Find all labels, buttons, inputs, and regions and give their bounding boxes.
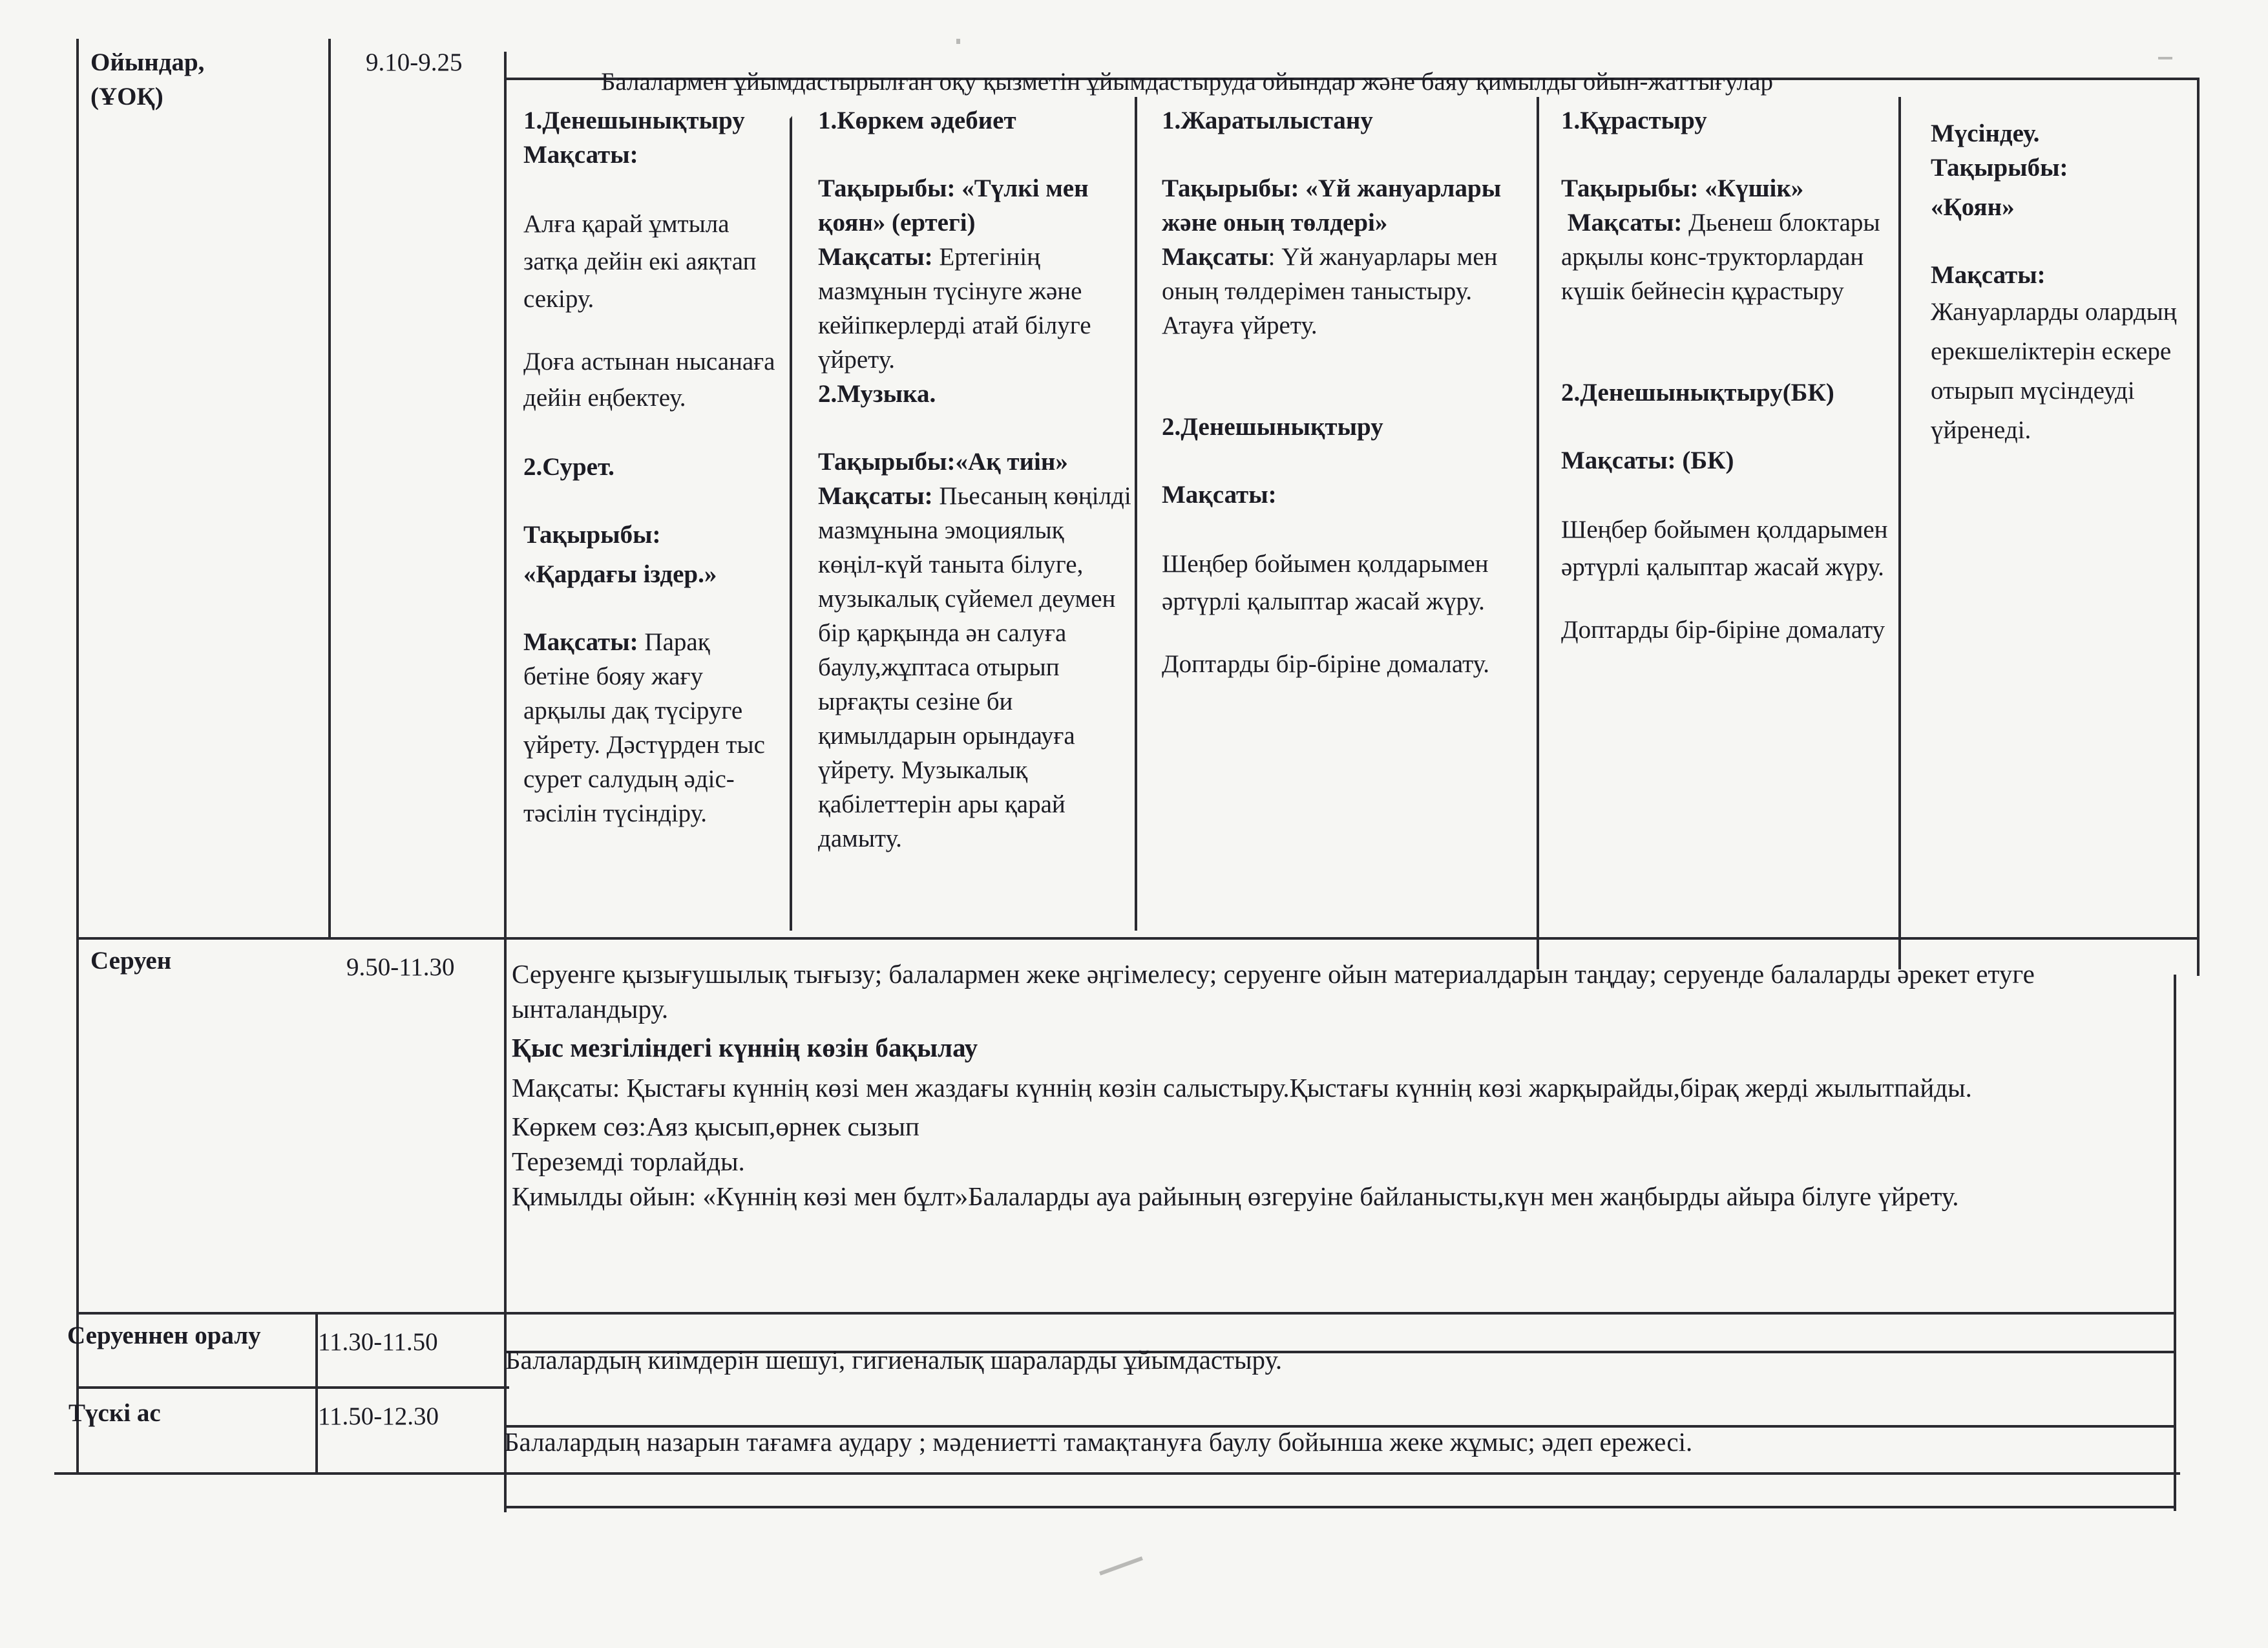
- scan-mark: [2158, 57, 2172, 59]
- topic-label: Тақырыбы:: [818, 448, 956, 476]
- topic-text: «Түлкі мен қоян» (ертегі): [818, 174, 1089, 237]
- row-time-walk: 9.50-11.30: [346, 953, 455, 981]
- goal-label: Мақсаты:: [523, 628, 638, 656]
- column-topic: [818, 445, 1135, 479]
- games-column-modeling: [1931, 116, 2189, 450]
- column-title: 1.Денешынықтыру: [523, 107, 745, 134]
- column-goal-label: Мақсаты: (БК): [1561, 447, 1734, 474]
- table-divider-label-time: [328, 39, 331, 937]
- column-subtitle: 2.Сурет.: [523, 453, 614, 481]
- scan-mark: [1099, 1556, 1143, 1576]
- table-divider-time-content: [504, 52, 507, 1512]
- column-goal-label: Мақсаты:: [1931, 261, 2046, 289]
- topic-text: «Ақ тиін»: [955, 448, 1068, 476]
- row-label-return: Серуеннен оралу: [67, 1322, 261, 1349]
- table-border-bottom: [54, 1472, 2180, 1475]
- column-goal: [523, 625, 782, 830]
- column-text: Доптарды бір-біріне домалату.: [1162, 650, 1489, 678]
- topic-label: Тақырыбы:: [818, 174, 956, 202]
- column-topic: [1561, 171, 1891, 206]
- column-goal: Жануарларды олардың ерекшеліктерін ескере отырып мүсіндеуді үйренеді.: [1931, 298, 2177, 444]
- goal-text: : Үй жануарлары мен оның төлдерімен таныстыру. Атауға үйрету.: [1162, 243, 1498, 339]
- walk-intro: Серуенге қызығушылық тығызу; балалармен жеке әңгімелесу; серуенге ойын материалдарын таңдау; серуенде балаларды әрекет етуге ынталандыру.: [512, 959, 2035, 1024]
- column-subtitle: 2.Денешынықтыру(БК): [1561, 379, 1834, 407]
- column-title: Мүсіндеу.: [1931, 120, 2040, 147]
- column-text: Доптарды бір-біріне домалату: [1561, 616, 1885, 644]
- goal-label: Мақсаты:: [1567, 209, 1683, 237]
- goal-label: Мақсаты: [1162, 243, 1268, 271]
- column-title: 1.Құрастыру: [1561, 107, 1707, 134]
- walk-game: Қимылды ойын: «Күннің көзі мен бұлт»Балаларды ауа райының өзгеруіне байланысты,күн мен жаңбырды айыра білуге үйрету.: [512, 1181, 1959, 1211]
- col-divider-1: [790, 90, 792, 931]
- lunch-content: Балалардың назарын тағамға аудару ; мәдениетті тамақтануға баулу бойынша жеке жұмыс; әдеп ережесі.: [504, 1427, 1693, 1457]
- games-column-literature-music: [818, 103, 1135, 856]
- row-label-walk: Серуен: [90, 947, 172, 975]
- column-topic-label: Тақырыбы:: [1931, 154, 2068, 182]
- column-text: Доға астынан нысанаға дейін еңбектеу.: [523, 348, 775, 412]
- goal-text: Парақ бетіне бояу жағу арқылы дақ түсіруге үйрету. Дәстүрден тыс сурет салудың әдіс-тәсілін түсіндіру.: [523, 628, 765, 827]
- column-topic: [818, 171, 1135, 240]
- topic-text: «Күшік»: [1705, 174, 1804, 202]
- column-goal: [818, 240, 1135, 377]
- topic-text: «Үй жануарлары және оның төлдері»: [1162, 174, 1502, 237]
- topic-label: Тақырыбы:: [1561, 174, 1699, 202]
- column-topic: [1162, 171, 1524, 240]
- col-divider-2: [1135, 97, 1137, 931]
- table-border-right-top: [2197, 78, 2200, 976]
- column-text: Алға қарай ұмтыла затқа дейін екі аяқтап секіру.: [523, 210, 757, 313]
- row-label-games: Ойындар, (ҰОҚ): [90, 48, 205, 111]
- table-border-bottom-outer: [504, 1506, 2174, 1508]
- row-divider-walk-return: [76, 1312, 2174, 1315]
- column-text: Шеңбер бойымен қолдарымен әртүрлі қалыптар жасай жүру.: [1162, 550, 1489, 615]
- goal-label: Мақсаты:: [818, 243, 933, 271]
- col-divider-3: [1537, 97, 1539, 969]
- row-time-games: 9.10-9.25: [366, 48, 463, 76]
- column-goal: [818, 479, 1135, 856]
- goal-label: Мақсаты:: [818, 482, 933, 510]
- games-header: Балалармен ұйымдастырылған оқу қызметін ұйымдастыруда ойындар және баяу қимылды ойын-жаттығулар: [601, 68, 1773, 96]
- column-subtitle: 2.Денешынықтыру: [1162, 413, 1383, 441]
- row-time-return: 11.30-11.50: [318, 1328, 438, 1356]
- column-goal-label: Мақсаты:: [523, 141, 638, 169]
- column-goal-label: Мақсаты:: [1162, 481, 1277, 509]
- goal-text: Пьесаның көңілді мазмұнына эмоциялық көңіл-күй таныта білуге, музыкалық сүйемел деумен бір қарқында ән салуға баулу,жұптаса отырып ырғақты сезіне би қимылдарын орындауға үйрету. Музыкалық қабілеттерін ары қарай дамыту.: [818, 482, 1131, 852]
- column-title: 1.Жаратылыстану: [1162, 107, 1373, 134]
- row-time-lunch: 11.50-12.30: [318, 1402, 439, 1430]
- walk-poem-line-2: Тереземді торлайды.: [512, 1146, 745, 1176]
- column-subtitle: 2.Музыка.: [818, 380, 936, 408]
- games-column-nature-physical: [1162, 103, 1524, 682]
- column-topic-label: Тақырыбы:: [523, 521, 661, 549]
- column-text: Шеңбер бойымен қолдарымен әртүрлі қалыптар жасай жүру.: [1561, 516, 1888, 581]
- table-border-left: [76, 39, 79, 1474]
- topic-label: Тақырыбы:: [1162, 174, 1299, 202]
- row-divider-return-lunch: [76, 1386, 509, 1389]
- games-column-construction-physical: [1561, 103, 1891, 648]
- table-border-right: [2174, 975, 2176, 1511]
- column-topic: «Қоян»: [1931, 193, 2015, 221]
- walk-poem-line-1: Көркем сөз:Аяз қысып,өрнек сызып: [512, 1112, 919, 1141]
- row-divider-games-walk: [76, 937, 2197, 940]
- walk-content: [512, 956, 2166, 1214]
- row-label-lunch: Түскі ас: [68, 1399, 161, 1427]
- goal-text: Дьенеш блоктары арқылы конс-трукторлардан күшік бейнесін құрастыру: [1561, 209, 1880, 305]
- walk-heading: Қыс мезгіліндегі күннің көзін бақылау: [512, 1033, 978, 1062]
- games-column-physical-art: [523, 103, 782, 830]
- column-title: 1.Көркем әдебиет: [818, 107, 1016, 134]
- return-content: Балалардың киімдерін шешуі, гигиеналық шараларды ұйымдастыру.: [505, 1345, 1283, 1375]
- column-goal: [1162, 240, 1524, 343]
- column-topic: «Қардағы іздер.»: [523, 560, 717, 588]
- walk-goal: Мақсаты: Қыстағы күннің көзі мен жаздағы күннің көзін салыстыру.Қыстағы күннің көзі жарқырайды,бірақ жерді жылытпайды.: [512, 1073, 1972, 1103]
- col-divider-4: [1898, 97, 1901, 969]
- scan-mark: [956, 39, 960, 44]
- goal-text: Ертегінің мазмұнын түсінуге және кейіпкерлерді атай білуге үйрету.: [818, 243, 1091, 374]
- column-goal: [1561, 206, 1891, 308]
